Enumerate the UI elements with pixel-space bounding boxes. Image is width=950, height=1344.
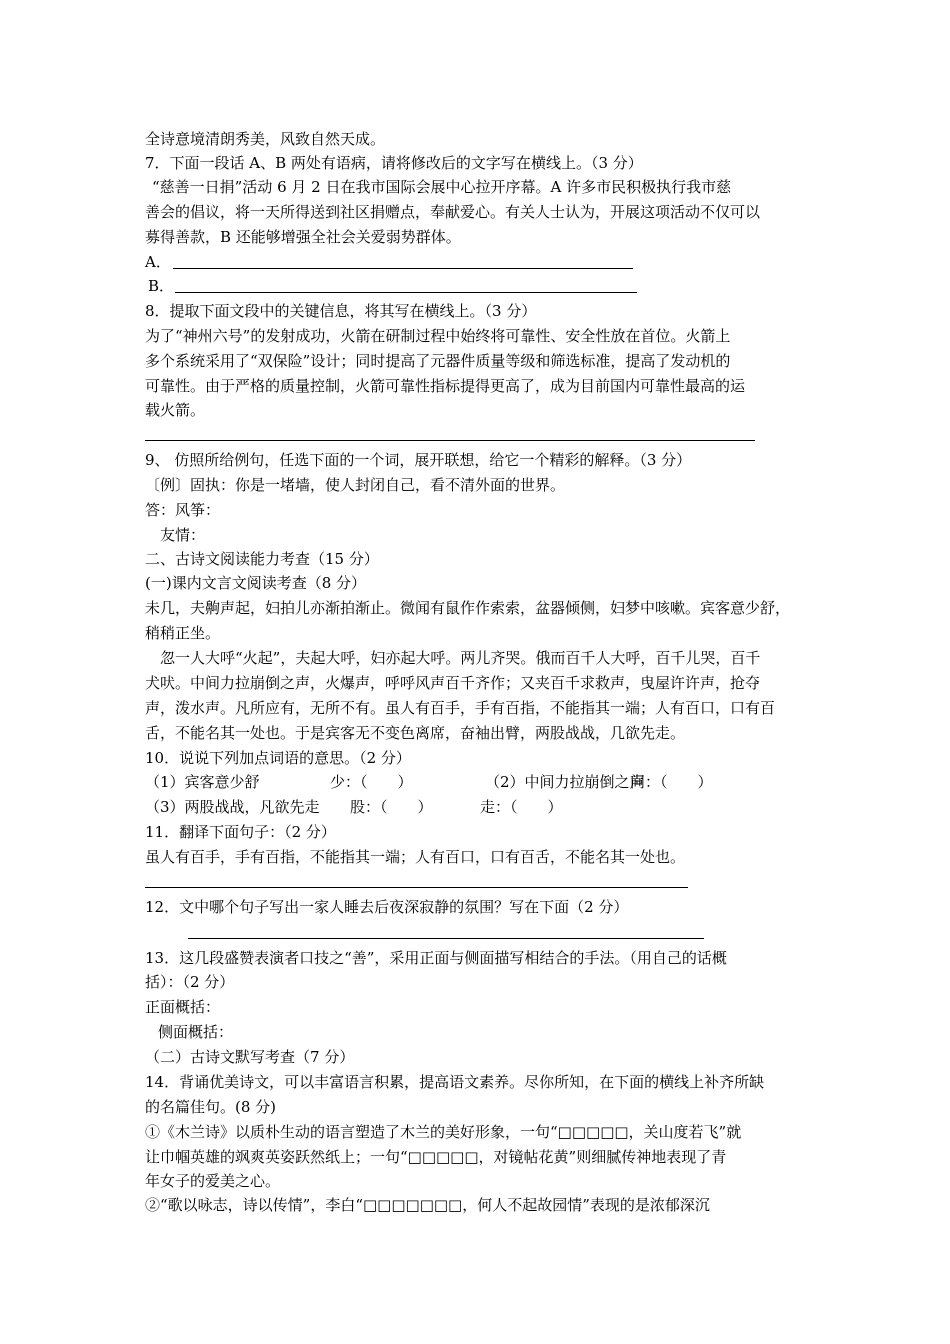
text-line: ②“歌以咏志，诗以传情”，李白“□□□□□□□，何人不起故园情”表现的是浓郁深沉 xyxy=(145,1196,710,1214)
text-line: 括）：（2 分） xyxy=(145,973,235,991)
question-7: 7．下面一段话 A、B 两处有语病，请将修改后的文字写在横线上。（3 分） xyxy=(145,154,643,172)
text-line: 可靠性。由于严格的质量控制，火箭可靠性指标提得更高了，成为目前国内可靠性最高的运 xyxy=(145,377,746,395)
q10-item-3-blank-1[interactable]: 股：（ ） xyxy=(350,798,433,816)
text-line: 虽人有百手，手有百指，不能指其一端；人有百口，口有百舌，不能名其一处也。 xyxy=(145,848,686,866)
text-line: 稍稍正坐。 xyxy=(145,624,221,642)
q13-front-label: 正面概括： xyxy=(145,998,221,1016)
text-line: “慈善一日捐”活动 6 月 2 日在我市国际会展中心拉开序幕。A 许多市民积极执行我市慈 xyxy=(152,178,732,196)
text-line: 舌，不能名其一处也。于是宾客无不变色离席，奋袖出臂，两股战战，几欲先走。 xyxy=(145,724,686,742)
answer-b-label: B． xyxy=(148,277,175,295)
text-line: 让巾帼英雄的飒爽英姿跃然纸上；一句“□□□□□，对镜帖花黄”则细腻传神地表现了青 xyxy=(145,1148,727,1166)
text-line: 全诗意境清朗秀美，风致自然天成。 xyxy=(145,130,386,148)
answer-b-line[interactable] xyxy=(175,292,637,293)
text-line: 为了“神州六号”的发射成功，火箭在研制过程中始终将可靠性、安全性放在首位。火箭上 xyxy=(145,327,731,345)
answer-11-line[interactable] xyxy=(145,887,688,888)
text-line: 犬吠。中间力拉崩倒之声，火爆声，呼呼风声百千齐作；又夹百千求救声，曳屋许许声，抢夺 xyxy=(145,674,761,692)
section-2-heading: 二、古诗文阅读能力考查（15 分） xyxy=(145,550,379,568)
answer-12-line[interactable] xyxy=(188,938,704,939)
text-line: 年女子的爱美之心。 xyxy=(145,1172,281,1190)
text-line: 多个系统采用了“双保险”设计；同时提高了元器件质量等级和筛选标准，提高了发动机的 xyxy=(145,352,731,370)
text-line: 善会的倡议，将一天所得送到社区捐赠点，奉献爱心。有关人士认为，开展这项活动不仅可以 xyxy=(145,203,761,221)
question-8: 8．提取下面文段中的关键信息，将其写在横线上。（3 分） xyxy=(145,302,537,320)
text-line: 的名篇佳句。(8 分) xyxy=(145,1098,277,1116)
subsection-heading: （二）古诗文默写考查（7 分） xyxy=(145,1048,355,1066)
text-line: 答：风筝： xyxy=(145,501,221,519)
q10-item-2-blank[interactable]: 间：（ ） xyxy=(630,773,713,791)
q10-item-2: （2）中间力拉崩倒之声 xyxy=(485,773,645,791)
answer-a-line[interactable] xyxy=(173,268,633,269)
q10-item-1: （1）宾客意少舒 xyxy=(145,773,260,791)
text-line: 募得善款，B 还能够增强全社会关爱弱势群体。 xyxy=(145,228,461,246)
q10-item-1-blank[interactable]: 少：（ ） xyxy=(330,773,413,791)
q13-side-label: 侧面概括： xyxy=(158,1023,234,1041)
text-line: 忽一人大呼“火起”，夫起大呼，妇亦起大呼。两儿齐哭。俄而百千人大呼，百千儿哭，百千 xyxy=(160,649,761,667)
question-10: 10．说说下列加点词语的意思。（2 分） xyxy=(145,749,411,767)
question-14: 14．背诵优美诗文，可以丰富语言积累，提高语文素养。尽你所知，在下面的横线上补齐所缺 xyxy=(145,1073,765,1091)
subsection-heading: (一)课内文言文阅读考查（8 分） xyxy=(145,574,367,592)
text-line: 载火箭。 xyxy=(145,401,206,419)
answer-8-line[interactable] xyxy=(145,440,755,441)
text-line: 声，泼水声。凡所应有，无所不有。虽人有百手，手有百指，不能指其一端；人有百口，口有百 xyxy=(145,699,776,717)
question-11: 11．翻译下面句子：（2 分） xyxy=(145,823,336,841)
text-line: 友情： xyxy=(160,526,206,544)
text-line: 〔例〕固执：你是一堵墙，使人封闭自己，看不清外面的世界。 xyxy=(145,476,566,494)
answer-a-label: A． xyxy=(145,253,171,271)
question-9: 9、 仿照所给例句，任选下面的一个词，展开联想，给它一个精彩的解释。（3 分） xyxy=(145,451,692,469)
text-line: ①《木兰诗》以质朴生动的语言塑造了木兰的美好形象，一句“□□□□□，关山度若飞”就 xyxy=(145,1123,742,1141)
question-12: 12．文中哪个句子写出一家人睡去后夜深寂静的氛围？写在下面（2 分） xyxy=(145,898,629,916)
q10-item-3-blank-2[interactable]: 走：（ ） xyxy=(480,798,563,816)
text-line: 未几，夫齁声起，妇拍儿亦渐拍渐止。微闻有鼠作作索索，盆器倾侧，妇梦中咳嗽。宾客意少舒， xyxy=(145,599,791,617)
q10-item-3: （3）两股战战，凡欲先走 xyxy=(145,798,320,816)
question-13: 13．这几段盛赞表演者口技之“善”，采用正面与侧面描写相结合的手法。（用自己的话概 xyxy=(145,949,727,967)
